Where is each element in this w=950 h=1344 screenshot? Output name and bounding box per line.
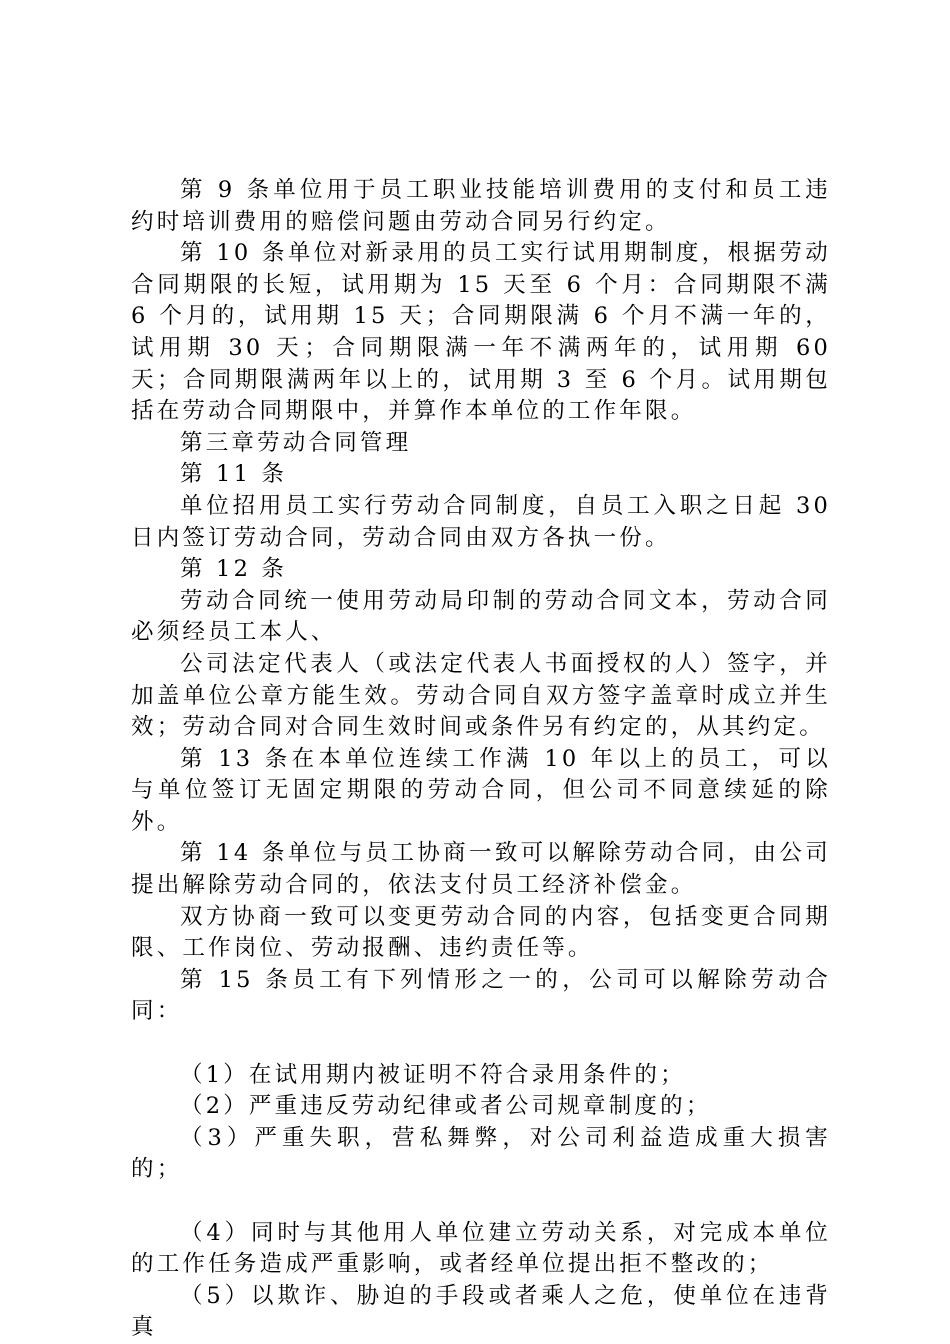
paragraph-article-12-part-2: 公司法定代表人（或法定代表人书面授权的人）签字，并加盖单位公章方能生效。劳动合同自双方签字盖章时成立并生效；劳动合同对合同生效时间或条件另有约定的，从其约定。 (131, 650, 831, 741)
list-item-3: （3）严重失职，营私舞弊，对公司利益造成重大损害的； (131, 1124, 831, 1183)
article-11-heading: 第 11 条 (180, 461, 288, 488)
paragraph-article-14: 第 14 条单位与员工协商一致可以解除劳动合同，由公司提出解除劳动合同的，依法支付员工经济补偿金。 (131, 840, 831, 899)
list-item-4: （4）同时与其他用人单位建立劳动关系，对完成本单位的工作任务造成严重影响，或者经单位提出拒不整改的； (131, 1219, 831, 1278)
paragraph-article-10: 第 10 条单位对新录用的员工实行试用期制度，根据劳动合同期限的长短，试用期为 15 天至 6 个月：合同期限不满 6 个月的，试用期 15 天；合同期限满 6 个月不满一年的，试用期 30 天；合同期限满一年不满两年的，试用期 60 天；合同期限满两年以上的，试用期 3 至 6 个月。试用期包括在劳动合同期限中，并算作本单位的工作年限。 (131, 240, 831, 425)
list-item-1: （1）在试用期内被证明不符合录用条件的； (180, 1061, 686, 1088)
paragraph-article-13: 第 13 条在本单位连续工作满 10 年以上的员工，可以与单位签订无固定期限的劳动合同，但公司不同意续延的除外。 (131, 745, 831, 835)
list-item-2: （2）严重违反劳动纪律或者公司规章制度的； (180, 1093, 712, 1120)
list-item-5: （5）以欺诈、胁迫的手段或者乘人之危，使单位在违背真 (131, 1282, 831, 1341)
paragraph-contract-change: 双方协商一致可以变更劳动合同的内容，包括变更合同期限、工作岗位、劳动报酬、违约责任等。 (131, 903, 831, 962)
chapter-heading: 第三章劳动合同管理 (180, 429, 412, 456)
paragraph-article-9: 第 9 条单位用于员工职业技能培训费用的支付和员工违约时培训费用的赔偿问题由劳动合同另行约定。 (131, 177, 831, 235)
blank-line (131, 1186, 831, 1218)
paragraph-article-12-part-1: 劳动合同统一使用劳动局印制的劳动合同文本，劳动合同必须经员工本人、 (131, 587, 831, 646)
paragraph-article-15: 第 15 条员工有下列情形之一的，公司可以解除劳动合同： (131, 966, 831, 1025)
blank-line (131, 1028, 831, 1060)
document-body (131, 175, 831, 1344)
article-12-heading: 第 12 条 (180, 556, 288, 583)
paragraph-article-11: 单位招用员工实行劳动合同制度，自员工入职之日起 30 日内签订劳动合同，劳动合同由双方各执一份。 (131, 492, 831, 551)
